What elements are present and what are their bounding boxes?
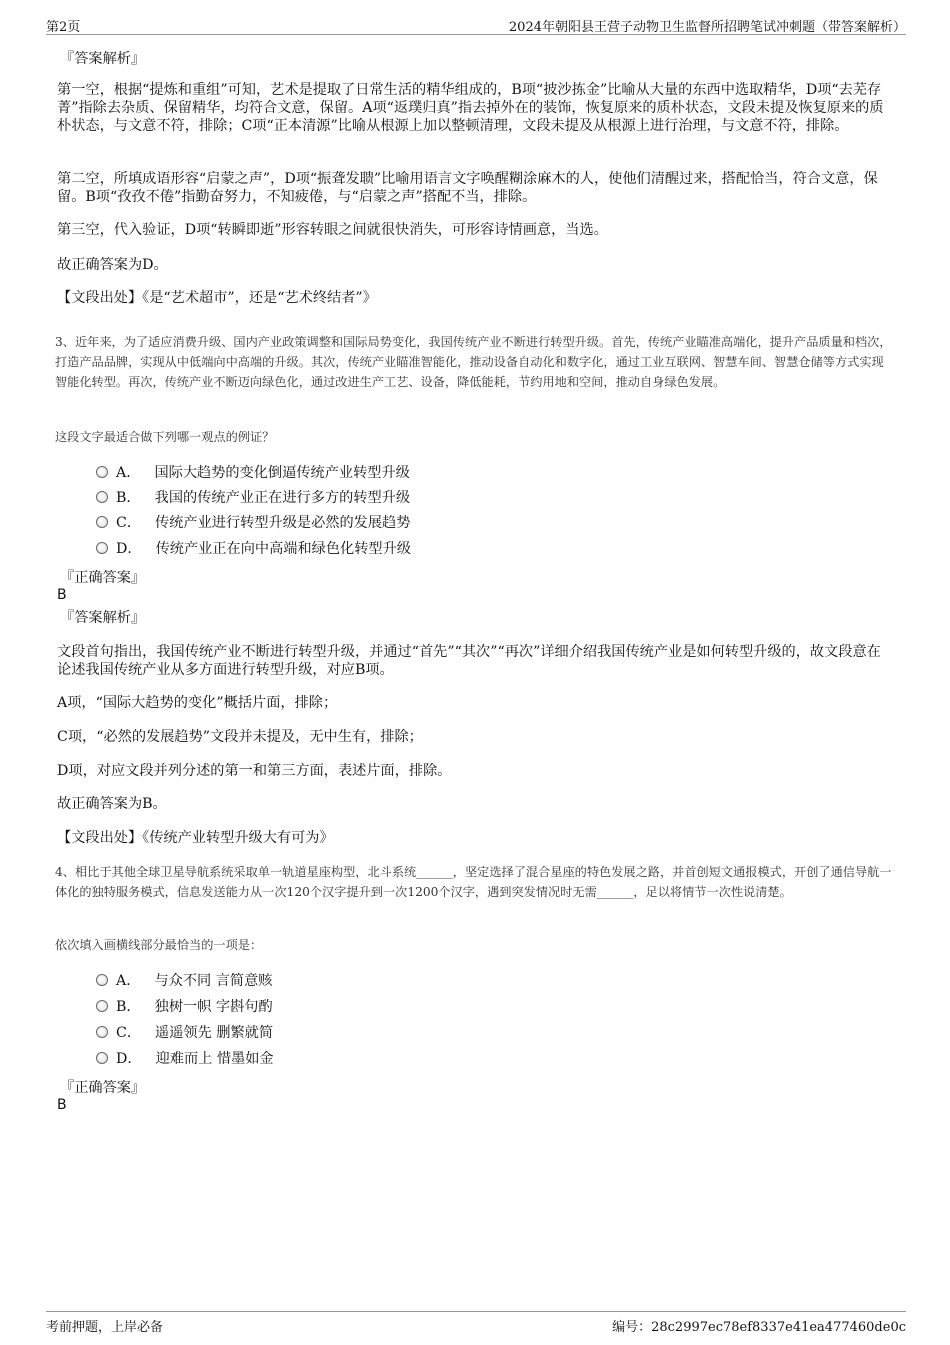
- page-footer: [46, 1311, 906, 1336]
- analysis-paragraph: 第一空，根据“提炼和重组”可知，艺术是提取了日常生活的精华组成的，B项“披沙拣金”比喻从大量的东西中选取精华，D项“去芜存菁”指除去杂质、保留精华，均符合文意，保留。A项“返璞归真”指去掉外在的装饰，恢复原来的质朴状态，文段未提及恢复原来的质朴状态，与文意不符，排除；C项“正本清源”比喻从根源上加以整顿清理，文段未提及从根源上进行治理，与文意不符，排除。: [57, 82, 884, 134]
- correct-answer-label: 『正确答案』: [60, 570, 146, 586]
- radio-icon[interactable]: [96, 466, 108, 478]
- analysis-paragraph: A项，“国际大趋势的变化”概括片面，排除；: [57, 695, 338, 711]
- analysis-paragraph: D项，对应文段并列分述的第一和第三方面，表述片面，排除。: [57, 763, 452, 779]
- radio-icon[interactable]: [96, 974, 108, 986]
- analysis-label: 『答案解析』: [60, 51, 146, 67]
- question-stem: 3、近年来，为了适应消费升级、国内产业政策调整和国际局势变化，我国传统产业不断进行转型升级。首先，传统产业瞄准高端化，提升产品质量和档次，打造产品品牌，实现从中低端向中高端的升级。其次，传统产业瞄准智能化，推动设备自动化和数字化，通过工业互联网、智慧车间、智慧仓储等方式实现智能化转型。再次，传统产业不断迈向绿色化，通过改进生产工艺、设备，降低能耗，节约用地和空间，推动自身绿色发展。: [55, 335, 892, 389]
- source-citation: 【文段出处】《传统产业转型升级大有可为》: [57, 830, 334, 846]
- option-c[interactable]: C． 传统产业进行转型升级是必然的发展趋势: [96, 513, 410, 533]
- option-b[interactable]: B． 我国的传统产业正在进行多方的转型升级: [96, 488, 410, 508]
- page-number: 第2页: [46, 20, 81, 35]
- question-stem: 4、相比于其他全球卫星导航系统采取单一轨道星座构型，北斗系统______，坚定选择了混合星座的特色发展之路，并首创短文通报模式，开创了通信导航一体化的独特服务模式，信息发送能力从一次120个汉字提升到一次1200个汉字，遇到突发情况时无需______，足以将情节一次性说清楚。: [55, 865, 892, 899]
- option-a[interactable]: A． 国际大趋势的变化倒逼传统产业转型升级: [96, 463, 410, 483]
- option-d[interactable]: D． 传统产业正在向中高端和绿色化转型升级: [96, 539, 411, 559]
- analysis-paragraph: 文段首句指出，我国传统产业不断进行转型升级，并通过“首先”“其次”“再次”详细介绍我国传统产业是如何转型升级的，故文段意在论述我国传统产业从多方面进行转型升级，对应B项。: [57, 644, 881, 678]
- question-prompt: 依次填入画横线部分最恰当的一项是：: [55, 938, 263, 952]
- analysis-paragraph: C项，“必然的发展趋势”文段并未提及，无中生有，排除；: [57, 729, 423, 745]
- radio-icon[interactable]: [96, 1026, 108, 1038]
- analysis-paragraph: 第三空，代入验证，D项“转瞬即逝”形容转眼之间就很快消失，可形容诗情画意，当选。: [57, 222, 608, 238]
- footer-slogan: 考前押题，上岸必备: [46, 1320, 164, 1335]
- page-header: [46, 14, 906, 35]
- option-c[interactable]: C． 遥遥领先 删繁就简: [96, 1023, 273, 1043]
- radio-icon[interactable]: [96, 491, 108, 503]
- analysis-label: 『答案解析』: [60, 610, 146, 626]
- document-title: 2024年朝阳县王营子动物卫生监督所招聘笔试冲刺题（带答案解析）: [508, 20, 906, 35]
- radio-icon[interactable]: [96, 1052, 108, 1064]
- correct-answer: B: [57, 1097, 67, 1113]
- analysis-conclusion: 故正确答案为B。: [57, 796, 167, 812]
- question-prompt: 这段文字最适合做下列哪一观点的例证？: [55, 430, 275, 444]
- option-d[interactable]: D． 迎难而上 惜墨如金: [96, 1049, 274, 1069]
- analysis-conclusion: 故正确答案为D。: [57, 257, 168, 273]
- option-b[interactable]: B． 独树一帜 字斟句酌: [96, 997, 273, 1017]
- radio-icon[interactable]: [96, 542, 108, 554]
- correct-answer-label: 『正确答案』: [60, 1080, 146, 1096]
- radio-icon[interactable]: [96, 1000, 108, 1012]
- source-citation: 【文段出处】《是“艺术超市”，还是“艺术终结者”》: [57, 290, 377, 306]
- correct-answer: B: [57, 587, 67, 603]
- document-id: 编号：28c2997ec78ef8337e41ea477460de0c: [612, 1320, 906, 1335]
- radio-icon[interactable]: [96, 516, 108, 528]
- analysis-paragraph: 第二空，所填成语形容“启蒙之声”，D项“振聋发聩”比喻用语言文字唤醒糊涂麻木的人，使他们清醒过来，搭配恰当，符合文意，保留。B项“孜孜不倦”指勤奋努力，不知疲倦，与“启蒙之声”搭配不当，排除。: [57, 171, 878, 205]
- option-a[interactable]: A． 与众不同 言简意赅: [96, 971, 272, 991]
